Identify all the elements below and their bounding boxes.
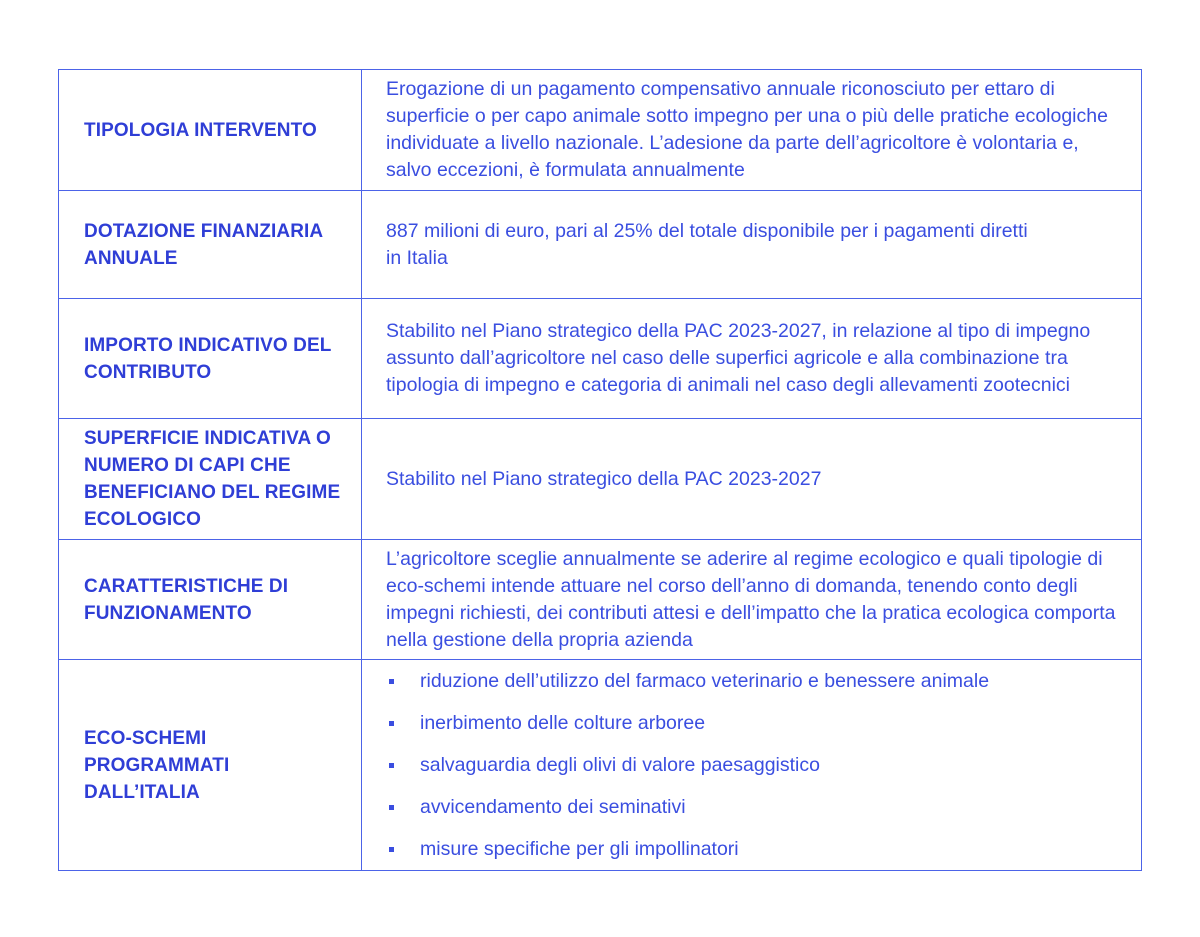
row-description-eco-schemi	[362, 660, 1142, 871]
table-row-importo	[59, 299, 1142, 419]
row-label-eco-schemi: ECO-SCHEMI PROGRAMMATI DALL’ITALIA	[59, 660, 362, 871]
list-item-text: avvicendamento dei seminativi	[420, 796, 686, 818]
table-row-dotazione	[59, 191, 1142, 299]
list-item	[386, 702, 1121, 744]
row-description-superficie: Stabilito nel Piano strategico della PAC 2023-2027	[362, 419, 1142, 540]
row-label-tipologia: TIPOLOGIA INTERVENTO	[59, 70, 362, 191]
square-bullet-icon	[389, 679, 394, 684]
square-bullet-icon	[389, 847, 394, 852]
table-row-eco-schemi	[59, 660, 1142, 871]
table-row-superficie	[59, 419, 1142, 540]
row-label-importo: IMPORTO INDICATIVO DEL CONTRIBUTO	[59, 299, 362, 419]
square-bullet-icon	[389, 721, 394, 726]
eco-scheme-info-table	[58, 69, 1142, 871]
square-bullet-icon	[389, 805, 394, 810]
list-item	[386, 786, 1121, 828]
row-label-caratteristiche: CARATTERISTICHE DI FUNZIONAMENTO	[59, 540, 362, 660]
row-description-dotazione: 887 milioni di euro, pari al 25% del totale disponibile per i pagamenti diretti in Italia	[362, 191, 1142, 299]
row-description-caratteristiche: L’agricoltore sceglie annualmente se aderire al regime ecologico e quali tipologie di eco-schemi intende attuare nel corso dell’anno di domanda, tenendo conto degli impegni richiesti, dei contributi attesi e dell’impatto che la pratica ecologica comporta nella gestione della propria azienda	[362, 540, 1142, 660]
list-item	[386, 744, 1121, 786]
table-row-tipologia	[59, 70, 1142, 191]
list-item-text: inerbimento delle colture arboree	[420, 712, 706, 734]
row-label-dotazione: DOTAZIONE FINANZIARIA ANNUALE	[59, 191, 362, 299]
list-item-text: riduzione dell’utilizzo del farmaco veterinario e benessere animale	[420, 670, 990, 692]
list-item	[386, 828, 1121, 870]
row-description-tipologia: Erogazione di un pagamento compensativo annuale riconosciuto per ettaro di superficie o per capo animale sotto impegno per una o più delle pratiche ecologiche individuate a livello nazionale. L’adesione da parte dell’agricoltore è volontaria e, salvo eccezioni, è formulata annualmente	[362, 70, 1142, 191]
list-item-text: misure specifiche per gli impollinatori	[420, 838, 739, 860]
row-description-importo: Stabilito nel Piano strategico della PAC 2023-2027, in relazione al tipo di impegno assunto dall’agricoltore nel caso delle superfici agricole e alla combinazione tra tipologia di impegno e categoria di animali nel caso degli allevamenti zootecnici	[362, 299, 1142, 419]
square-bullet-icon	[389, 763, 394, 768]
table-row-caratteristiche	[59, 540, 1142, 660]
list-item-text: salvaguardia degli olivi di valore paesaggistico	[420, 754, 820, 776]
row-label-superficie: SUPERFICIE INDICATIVA O NUMERO DI CAPI CHE BENEFICIANO DEL REGIME ECOLOGICO	[59, 419, 362, 540]
eco-schemi-list	[386, 660, 1121, 870]
list-item	[386, 660, 1121, 702]
